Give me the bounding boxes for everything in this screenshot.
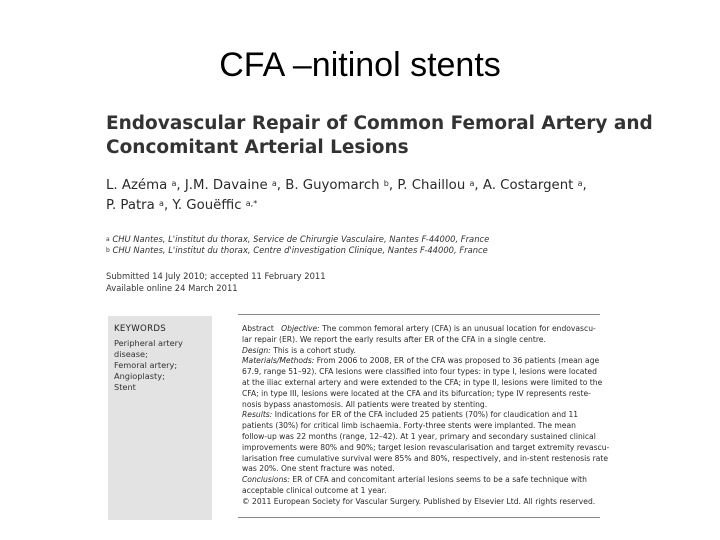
affiliation: $^a$ CHU Nantes, L'institut du thorax, Service de Chirurgie Vasculaire, Nantes F-44000, France (106, 234, 490, 244)
paper-title-line: Concomitant Arterial Lesions (106, 137, 409, 158)
keyword: disease; (114, 349, 148, 359)
abstract-line: follow-up was 22 months (range, 12–42). At 1 year, primary and secondary sustained clinical (242, 431, 596, 441)
abstract-line: nosis bypass anastomosis. All patients were treated by stenting. (242, 399, 488, 409)
slide-title: CFA –nitinol stents (219, 46, 501, 84)
divider (238, 517, 600, 518)
keywords-heading: KEYWORDS (114, 324, 167, 334)
divider (238, 314, 600, 315)
abstract-line: patients (30%) for critical limb ischaemia. Forty-three stents were implanted. The mean (242, 421, 576, 431)
keywords-panel (108, 316, 212, 520)
abstract-line: Results: Indications for ER of the CFA included 25 patients (70%) for claudication and 11 (242, 410, 579, 420)
abstract (242, 324, 610, 508)
abstract-line: lar repair (ER). We report the early results after ER of the CFA in a single centre. (242, 334, 546, 344)
author: B. Guyomarch $^b$ (285, 178, 389, 193)
publication-dates (106, 270, 406, 294)
abstract-line: improvements were 80% and 90%; target lesion revascularisation and target extremity revascu- (242, 442, 610, 452)
author: L. Azéma $^a$ (106, 178, 177, 193)
author: P. Chaillou $^a$ (397, 178, 475, 193)
author-line: P. Patra $^a$, Y. Gouëffic $^{a,*}$ (106, 198, 258, 213)
copyright: © 2011 European Society for Vascular Surgery. Published by Elsevier Ltd. All rights reserved. (242, 496, 596, 506)
abstract-line: was 20%. One stent fracture was noted. (242, 464, 395, 474)
affiliations (106, 234, 566, 256)
submitted-date: Submitted 14 July 2010; accepted 11 February 2011 (106, 271, 326, 281)
keyword: Stent (114, 382, 136, 392)
abstract-line: Abstract Objective: The common femoral artery (CFA) is an unusual location for endovascu- (242, 324, 596, 333)
abstract-line: at the iliac external artery and were extended to the CFA; in type II, lesions were limited to the (242, 377, 603, 387)
paper-title (106, 112, 653, 160)
affiliation: $^b$ CHU Nantes, L'institut du thorax, Centre d'investigation Clinique, Nantes F-44000, France (106, 245, 488, 255)
abstract-heading: Abstract (242, 324, 274, 333)
available-date: Available online 24 March 2011 (106, 283, 238, 293)
paper-title-line: Endovascular Repair of Common Femoral Artery and (106, 113, 653, 134)
corresponding-author: Y. Gouëffic $^{a,*}$ (172, 198, 258, 213)
abstract-line: Materials/Methods: From 2006 to 2008, ER of the CFA was proposed to 36 patients (mean age (242, 356, 600, 366)
author: P. Patra $^a$ (106, 198, 164, 213)
abstract-line: acceptable clinical outcome at 1 year. (242, 485, 387, 495)
abstract-line: Conclusions: ER of CFA and concomitant arterial lesions seems to be a safe technique with (242, 475, 587, 485)
author-line: L. Azéma $^a$, J.M. Davaine $^a$, B. Guyomarch $^b$, P. Chaillou $^a$, A. Costargent $^a$, (106, 178, 587, 193)
abstract-line: larisation free cumulative survival were 85% and 80%, respectively, and in-stent restenosis rate (242, 453, 609, 463)
keyword: Angioplasty; (114, 371, 165, 381)
keyword: Peripheral artery (114, 338, 183, 348)
keyword: Femoral artery; (114, 360, 178, 370)
abstract-line: CFA; in type III, lesions were located at the CFA and its bifurcation; type IV represents reste- (242, 388, 591, 398)
author: J.M. Davaine $^a$ (184, 178, 277, 193)
abstract-line: 67.9, range 51–92). CFA lesions were classified into four types: in type I, lesions were located (242, 367, 597, 377)
abstract-line: Design: This is a cohort study. (242, 345, 356, 355)
author: A. Costargent $^a$ (482, 178, 583, 193)
keywords-list (114, 338, 210, 393)
author-list (106, 176, 626, 216)
